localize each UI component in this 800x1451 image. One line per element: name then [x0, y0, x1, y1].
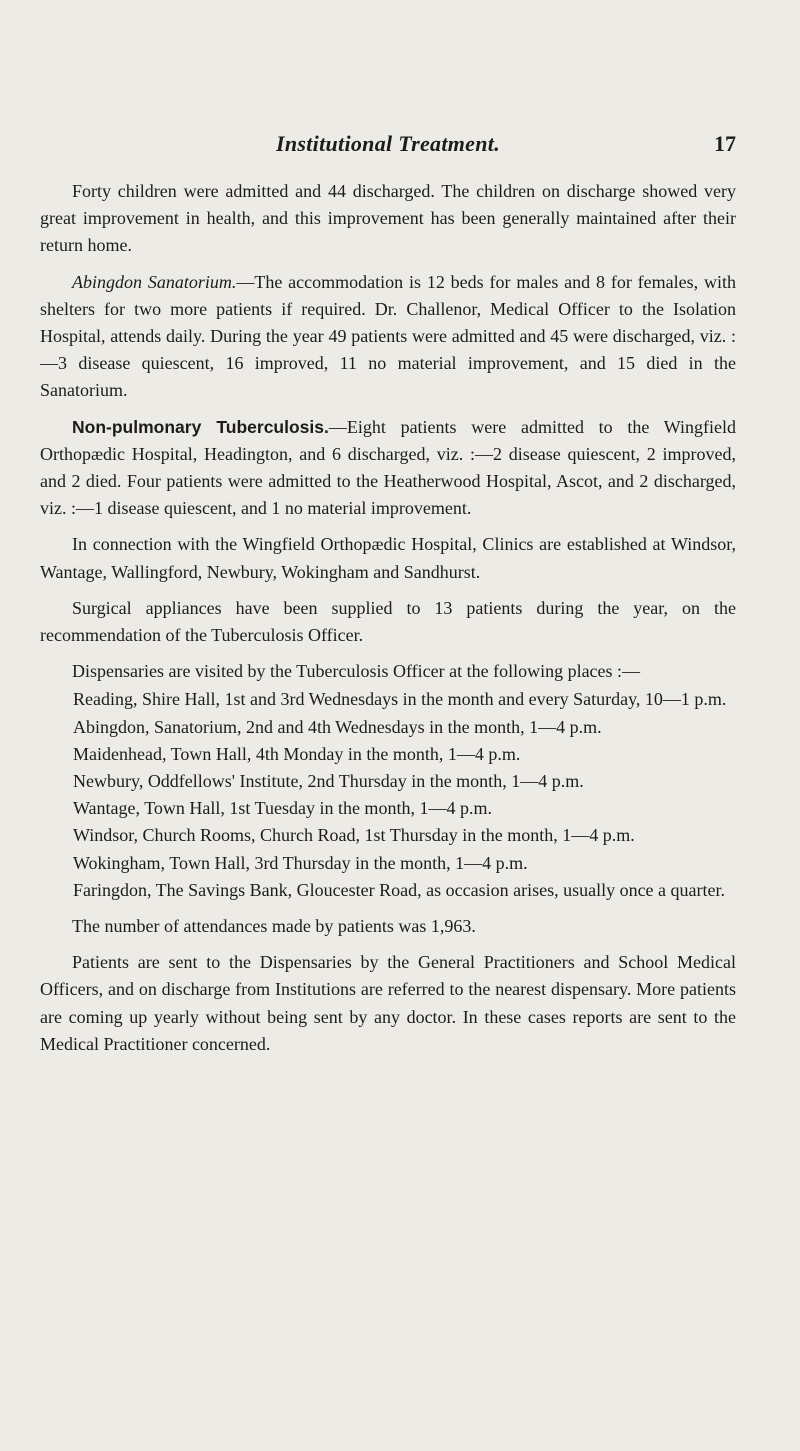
running-title: Institutional Treatment.	[276, 131, 500, 156]
paragraph-wingfield-clinics: In connection with the Wingfield Orthopædic Hospital, Clinics are established at Windsor, Wantage, Wallingford, Newbury, Wokingham and Sandhurst.	[40, 534, 736, 582]
paragraph-children-admissions: Forty children were admitted and 44 discharged. The children on discharge showed very great improvement in health, and this improvement has been generally maintained after their return home.	[40, 181, 736, 256]
dispensary-list	[40, 686, 736, 904]
paragraph-non-pulmonary-text: —Eight patients were admitted to the Wingfield Orthopædic Hospital, Headington, and 6 discharged, viz. :—2 disease quiescent, 2 improved, and 2 died. Four patients were admitted to the Heatherwood Hospital, Ascot, and 2 discharged, viz. :—1 disease quiescent, and 1 no material improvement.	[40, 416, 737, 519]
dispensary-windsor: Windsor, Church Rooms, Church Road, 1st Thursday in the month, 1—4 p.m.	[73, 825, 635, 846]
paragraph-non-pulmonary	[40, 414, 736, 523]
dispensary-wantage: Wantage, Town Hall, 1st Tuesday in the month, 1—4 p.m.	[73, 798, 492, 819]
dispensary-faringdon: Faringdon, The Savings Bank, Gloucester Road, as occasion arises, usually once a quarter.	[73, 879, 726, 900]
dispensary-abingdon: Abingdon, Sanatorium, 2nd and 4th Wednesdays in the month, 1—4 p.m.	[73, 716, 602, 737]
paragraph-dispensaries-intro: Dispensaries are visited by the Tuberculosis Officer at the following places :—	[72, 661, 641, 682]
dispensary-reading: Reading, Shire Hall, 1st and 3rd Wednesdays in the month and every Saturday, 10—1 p.m.	[73, 689, 727, 710]
dispensary-newbury: Newbury, Oddfellows' Institute, 2nd Thursday in the month, 1—4 p.m.	[73, 771, 584, 792]
section-lead-non-pulmonary: Non-pulmonary Tuberculosis.	[72, 416, 329, 437]
paragraph-surgical-appliances: Surgical appliances have been supplied to 13 patients during the year, on the recommendation of the Tuberculosis Officer.	[40, 597, 736, 646]
section-lead-abingdon: Abingdon Sanatorium.	[72, 271, 237, 292]
page-number: 17	[714, 131, 736, 156]
body-text	[40, 178, 736, 1067]
paragraph-referrals: Patients are sent to the Dispensaries by the General Practitioners and School Medical Officers, and on discharge from Institutions are referred to the nearest dispensary. More patients are coming up yearly without being sent by any doctor. In these cases reports are sent to the Medical Practitioner concerned.	[40, 952, 736, 1054]
dispensary-maidenhead: Maidenhead, Town Hall, 4th Monday in the month, 1—4 p.m.	[73, 743, 521, 764]
paragraph-attendances: The number of attendances made by patients was 1,963.	[72, 916, 476, 937]
paragraph-abingdon-sanatorium	[40, 269, 736, 405]
dispensary-wokingham: Wokingham, Town Hall, 3rd Thursday in the month, 1—4 p.m.	[73, 852, 528, 873]
running-header	[40, 131, 736, 161]
paragraph-abingdon-text: —The accommodation is 12 beds for males and 8 for females, with shelters for two more patients if required. Dr. Challenor, Medical Officer to the Isolation Hospital, attends daily. During the year 49 patients were admitted and 45 were discharged, viz. :—3 disease quiescent, 16 improved, 11 no material improvement, and 15 died in the Sanatorium.	[40, 271, 736, 401]
